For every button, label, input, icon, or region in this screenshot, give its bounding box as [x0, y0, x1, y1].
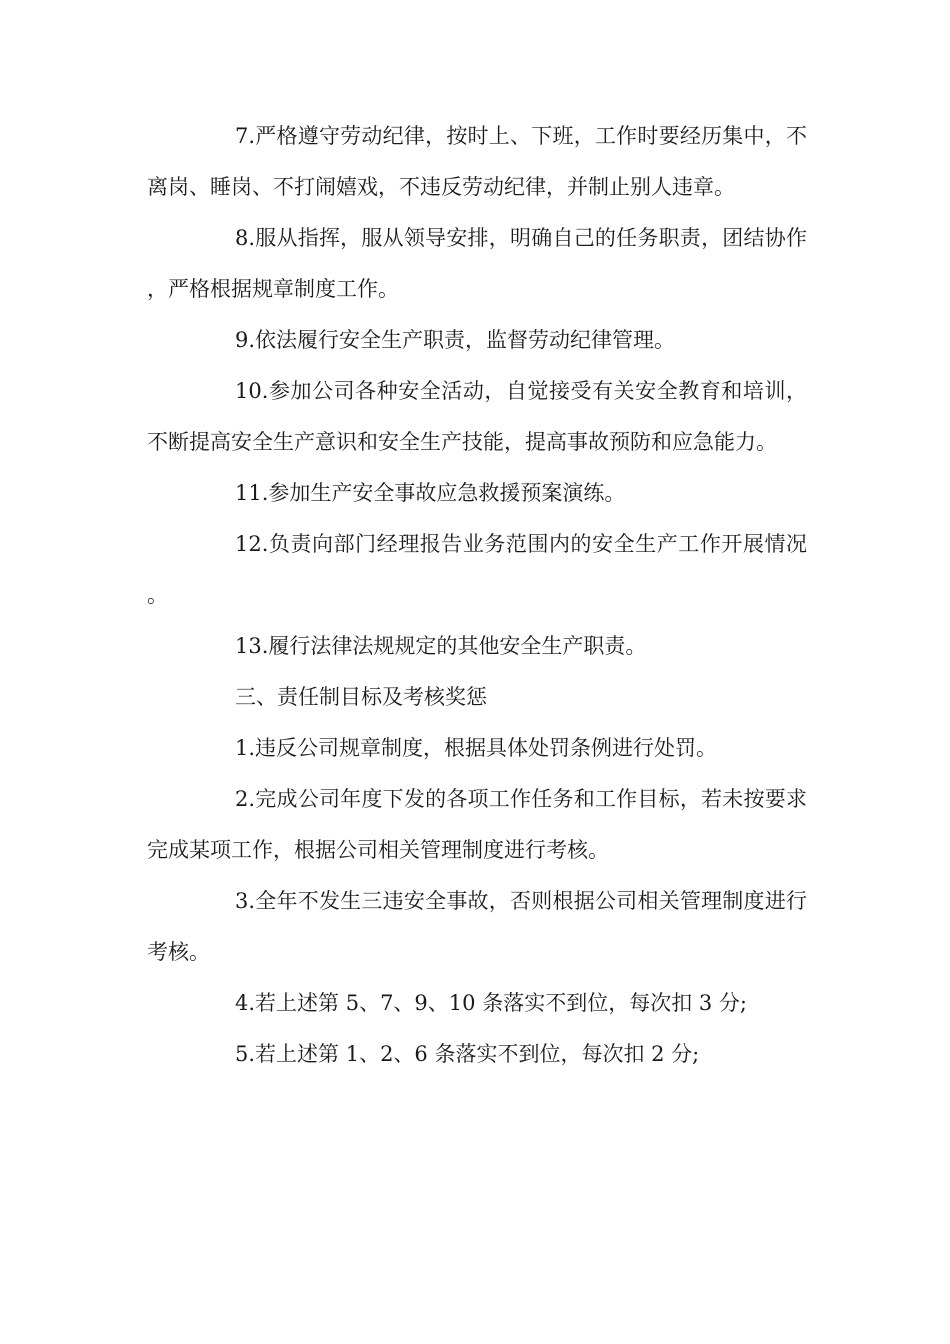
assessment-item-3: 3.全年不发生三违安全事故，否则根据公司相关管理制度进行考核。	[147, 889, 807, 964]
assessment-item-2: 2.完成公司年度下发的各项工作任务和工作目标，若未按要求完成某项工作，根据公司相关管理制度进行考核。	[147, 787, 807, 862]
paragraph-item-7: 7.严格遵守劳动纪律，按时上、下班，工作时要经历集中，不离岗、睡岗、不打闹嬉戏，不违反劳动纪律，并制止别人违章。	[147, 124, 807, 199]
document-body	[147, 111, 807, 1080]
paragraph-item-9: 9.依法履行安全生产职责，监督劳动纪律管理。	[235, 328, 676, 352]
paragraph-item-10: 10.参加公司各种安全活动，自觉接受有关安全教育和培训，不断提高安全生产意识和安全生产技能，提高事故预防和应急能力。	[147, 379, 807, 454]
paragraph-item-11: 11.参加生产安全事故应急救援预案演练。	[235, 481, 626, 505]
paragraph-item-8: 8.服从指挥，服从领导安排，明确自己的任务职责，团结协作，严格根据规章制度工作。	[147, 226, 807, 301]
section-heading-3: 三、责任制目标及考核奖惩	[235, 685, 487, 709]
paragraph-item-12: 12.负责向部门经理报告业务范围内的安全生产工作开展情况。	[147, 532, 807, 607]
assessment-item-5: 5.若上述第 1、2、6 条落实不到位，每次扣 2 分;	[235, 1042, 700, 1066]
paragraph-item-13: 13.履行法律法规规定的其他安全生产职责。	[235, 634, 647, 658]
assessment-item-4: 4.若上述第 5、7、9、10 条落实不到位，每次扣 3 分;	[235, 991, 747, 1015]
assessment-item-1: 1.违反公司规章制度，根据具体处罚条例进行处罚。	[235, 736, 718, 760]
